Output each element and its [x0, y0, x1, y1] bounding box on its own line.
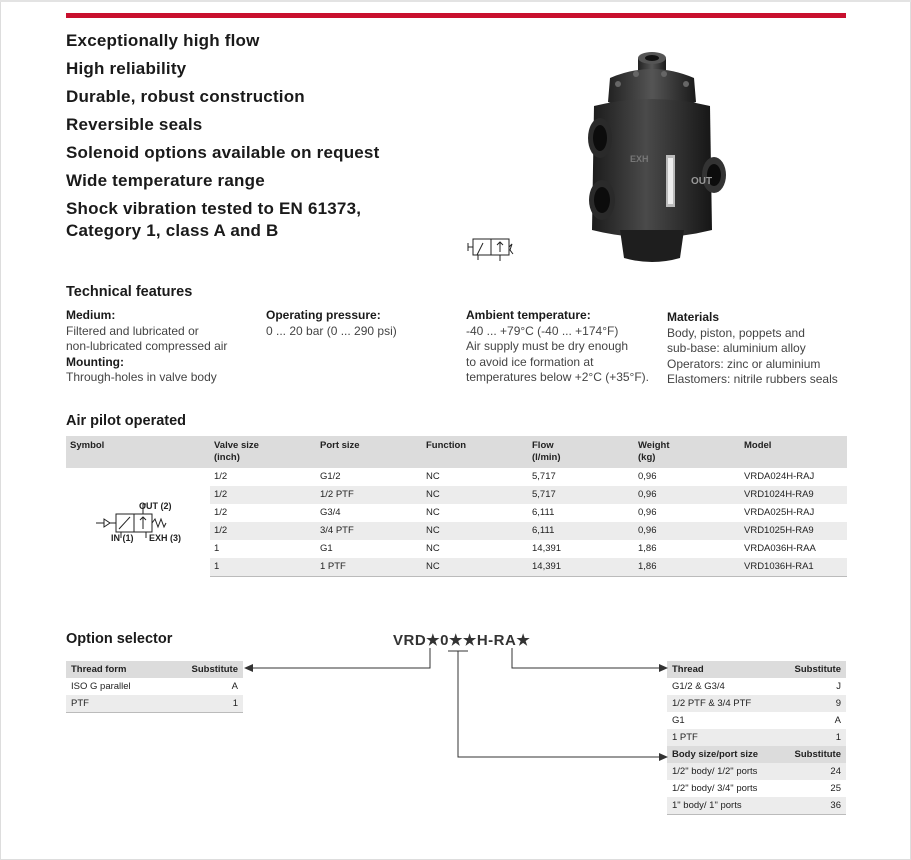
cell-function: NC [422, 522, 528, 540]
mounting-text: Through-holes in valve body [66, 370, 217, 384]
table-row [667, 678, 846, 695]
table-header-row [667, 746, 846, 763]
cell-flow: 14,391 [532, 543, 562, 555]
cell-port-size: 3/4 PTF [316, 522, 422, 540]
feature-list [66, 30, 466, 248]
symbol-cell [66, 468, 210, 576]
out-port-label: OUT [691, 176, 713, 187]
thread-body-table [667, 661, 846, 815]
cell-substitute: A [231, 681, 238, 692]
cell-thread: G1 [672, 715, 685, 726]
cell-model: VRDA024H-RAJ [744, 471, 815, 483]
cell-port-size: 1/2 PTF [316, 486, 422, 504]
cell-thread: 1 PTF [667, 729, 780, 746]
cell-valve-size: 1 [210, 558, 316, 576]
cell-weight: 1,86 [634, 558, 740, 576]
cell-valve-size: 1/2 [210, 486, 316, 504]
table-row [66, 468, 847, 486]
feature-item: Solenoid options available on request [66, 143, 380, 162]
col-header-substitute: Substitute [780, 661, 846, 678]
cell-flow: 5,717 [532, 471, 556, 483]
tf-temperature-column [466, 308, 661, 386]
cell-model: VRD1024H-RA9 [740, 486, 847, 504]
cell-substitute: 24 [780, 763, 846, 780]
col-header-weight [634, 436, 740, 468]
cell-port-size: G1 [320, 543, 333, 555]
cell-function: NC [426, 543, 440, 555]
cell-substitute: 36 [780, 797, 846, 815]
cell-substitute: 1 [780, 729, 846, 746]
air-pilot-heading: Air pilot operated [66, 413, 187, 429]
cell-substitute: A [834, 715, 841, 726]
cell-thread-form: ISO G parallel [71, 681, 131, 692]
cell-port-size: G1/2 [320, 471, 341, 483]
cell-weight: 0,96 [638, 507, 657, 519]
cell-function: NC [422, 486, 528, 504]
table-row [667, 695, 846, 712]
medium-text: non-lubricated compressed air [66, 339, 228, 353]
cell-function: NC [426, 471, 440, 483]
cell-body-size: 1/2" body/ 3/4" ports [672, 783, 758, 794]
cell-port-size: 1 PTF [316, 558, 422, 576]
col-header-thread-form: Thread form [66, 661, 164, 678]
cell-weight: 0,96 [634, 486, 740, 504]
cell-substitute: 25 [830, 783, 841, 794]
symbol-exh-label: EXH (3) [149, 533, 182, 543]
table-row [66, 678, 243, 695]
table-header-row [66, 436, 847, 468]
cell-valve-size: 1 [214, 543, 220, 555]
thread-form-table [66, 661, 243, 713]
pilot-valve-symbol-icon [66, 468, 210, 570]
table-row [667, 780, 846, 797]
pressure-label: Operating pressure: [266, 308, 381, 322]
materials-text: Operators: zinc or aluminium [667, 356, 821, 371]
top-divider [0, 0, 911, 2]
cell-weight: 0,96 [638, 471, 657, 483]
technical-features-heading: Technical features [66, 284, 193, 300]
symbol-out-label: OUT (2) [139, 501, 172, 511]
cell-valve-size: 1/2 [210, 522, 316, 540]
col-header-substitute: Substitute [164, 661, 243, 678]
materials-label: Materials [667, 310, 720, 324]
cell-model: VRD1025H-RA9 [740, 522, 847, 540]
temperature-text: to avoid ice formation at [466, 354, 594, 369]
symbol-in-label: IN (1) [111, 533, 134, 543]
materials-text: Body, piston, poppets and [667, 325, 805, 340]
table-row [66, 695, 243, 713]
cell-function: NC [422, 558, 528, 576]
tf-medium-column [66, 308, 256, 386]
valve-size-header: Valve size (inch) [214, 440, 259, 463]
cell-body-size: 1/2" body/ 1/2" ports [667, 763, 780, 780]
cell-thread-form: PTF [66, 695, 164, 713]
cell-valve-size: 1/2 [214, 507, 228, 519]
col-header-function: Function [422, 436, 528, 468]
flow-header: Flow (l/min) [532, 440, 561, 463]
temperature-label: Ambient temperature: [466, 308, 591, 322]
valve-symbol-icon [466, 234, 514, 264]
col-header-thread: Thread [667, 661, 780, 678]
feature-item: Shock vibration tested to EN 61373, [66, 199, 362, 218]
cell-thread: 1/2 PTF & 3/4 PTF [667, 695, 780, 712]
cell-substitute: J [836, 681, 841, 692]
cell-valve-size: 1/2 [214, 471, 228, 483]
mounting-label: Mounting: [66, 354, 124, 369]
col-header-port-size: Port size [316, 436, 422, 468]
air-pilot-table [66, 436, 847, 577]
feature-item: Durable, robust construction [66, 87, 305, 106]
table-row [667, 729, 846, 746]
cell-model: VRDA036H-RAA [744, 543, 816, 555]
cell-port-size: G3/4 [320, 507, 341, 519]
col-header-valve-size [210, 436, 316, 468]
table-row [667, 712, 846, 729]
cell-weight: 1,86 [638, 543, 657, 555]
tf-pressure-column [266, 308, 456, 339]
weight-header: Weight (kg) [638, 440, 670, 463]
table-row [667, 763, 846, 780]
col-header-flow [528, 436, 634, 468]
feature-item: Wide temperature range [66, 171, 265, 190]
cell-model: VRD1036H-RA1 [740, 558, 847, 576]
pressure-text: 0 ... 20 bar (0 ... 290 psi) [266, 323, 397, 338]
temperature-text: Air supply must be dry enough [466, 339, 629, 353]
feature-item: Exceptionally high flow [66, 31, 260, 50]
col-header-model: Model [740, 436, 847, 468]
col-header-symbol: Symbol [66, 436, 210, 468]
feature-item: Reversible seals [66, 115, 203, 134]
table-row [667, 797, 846, 815]
red-header-rule [66, 13, 846, 18]
cell-substitute: 1 [164, 695, 243, 713]
cell-function: NC [426, 507, 440, 519]
cell-flow: 6,111 [528, 522, 634, 540]
cell-flow: 5,717 [528, 486, 634, 504]
cell-flow: 14,391 [528, 558, 634, 576]
table-header-row [667, 661, 846, 678]
col-header-body-size: Body size/port size [667, 746, 780, 763]
cell-flow: 6,111 [532, 507, 555, 519]
materials-text: Elastomers: nitrile rubbers seals [667, 372, 838, 386]
cell-substitute: 9 [780, 695, 846, 712]
table-header-row [66, 661, 243, 678]
option-selector-heading: Option selector [66, 631, 173, 647]
cell-thread: G1/2 & G3/4 [672, 681, 725, 692]
exh-port-label: EXH [630, 154, 649, 164]
feature-item: Category 1, class A and B [66, 221, 279, 240]
materials-text: sub-base: aluminium alloy [667, 341, 806, 355]
cell-weight: 0,96 [634, 522, 740, 540]
cell-body-size: 1" body/ 1" ports [667, 797, 780, 815]
feature-item: High reliability [66, 59, 187, 78]
model-code: VRD★0★★H-RA★ [393, 632, 531, 649]
temperature-text: temperatures below +2°C (+35°F). [466, 370, 650, 384]
tf-materials-column [667, 310, 857, 388]
cell-model: VRDA025H-RAJ [744, 507, 815, 519]
medium-label: Medium: [66, 308, 116, 322]
temperature-text: -40 ... +79°C (-40 ... +174°F) [466, 323, 619, 338]
col-header-substitute: Substitute [780, 746, 846, 763]
medium-text: Filtered and lubricated or [66, 323, 199, 338]
valve-product-image [580, 40, 730, 265]
